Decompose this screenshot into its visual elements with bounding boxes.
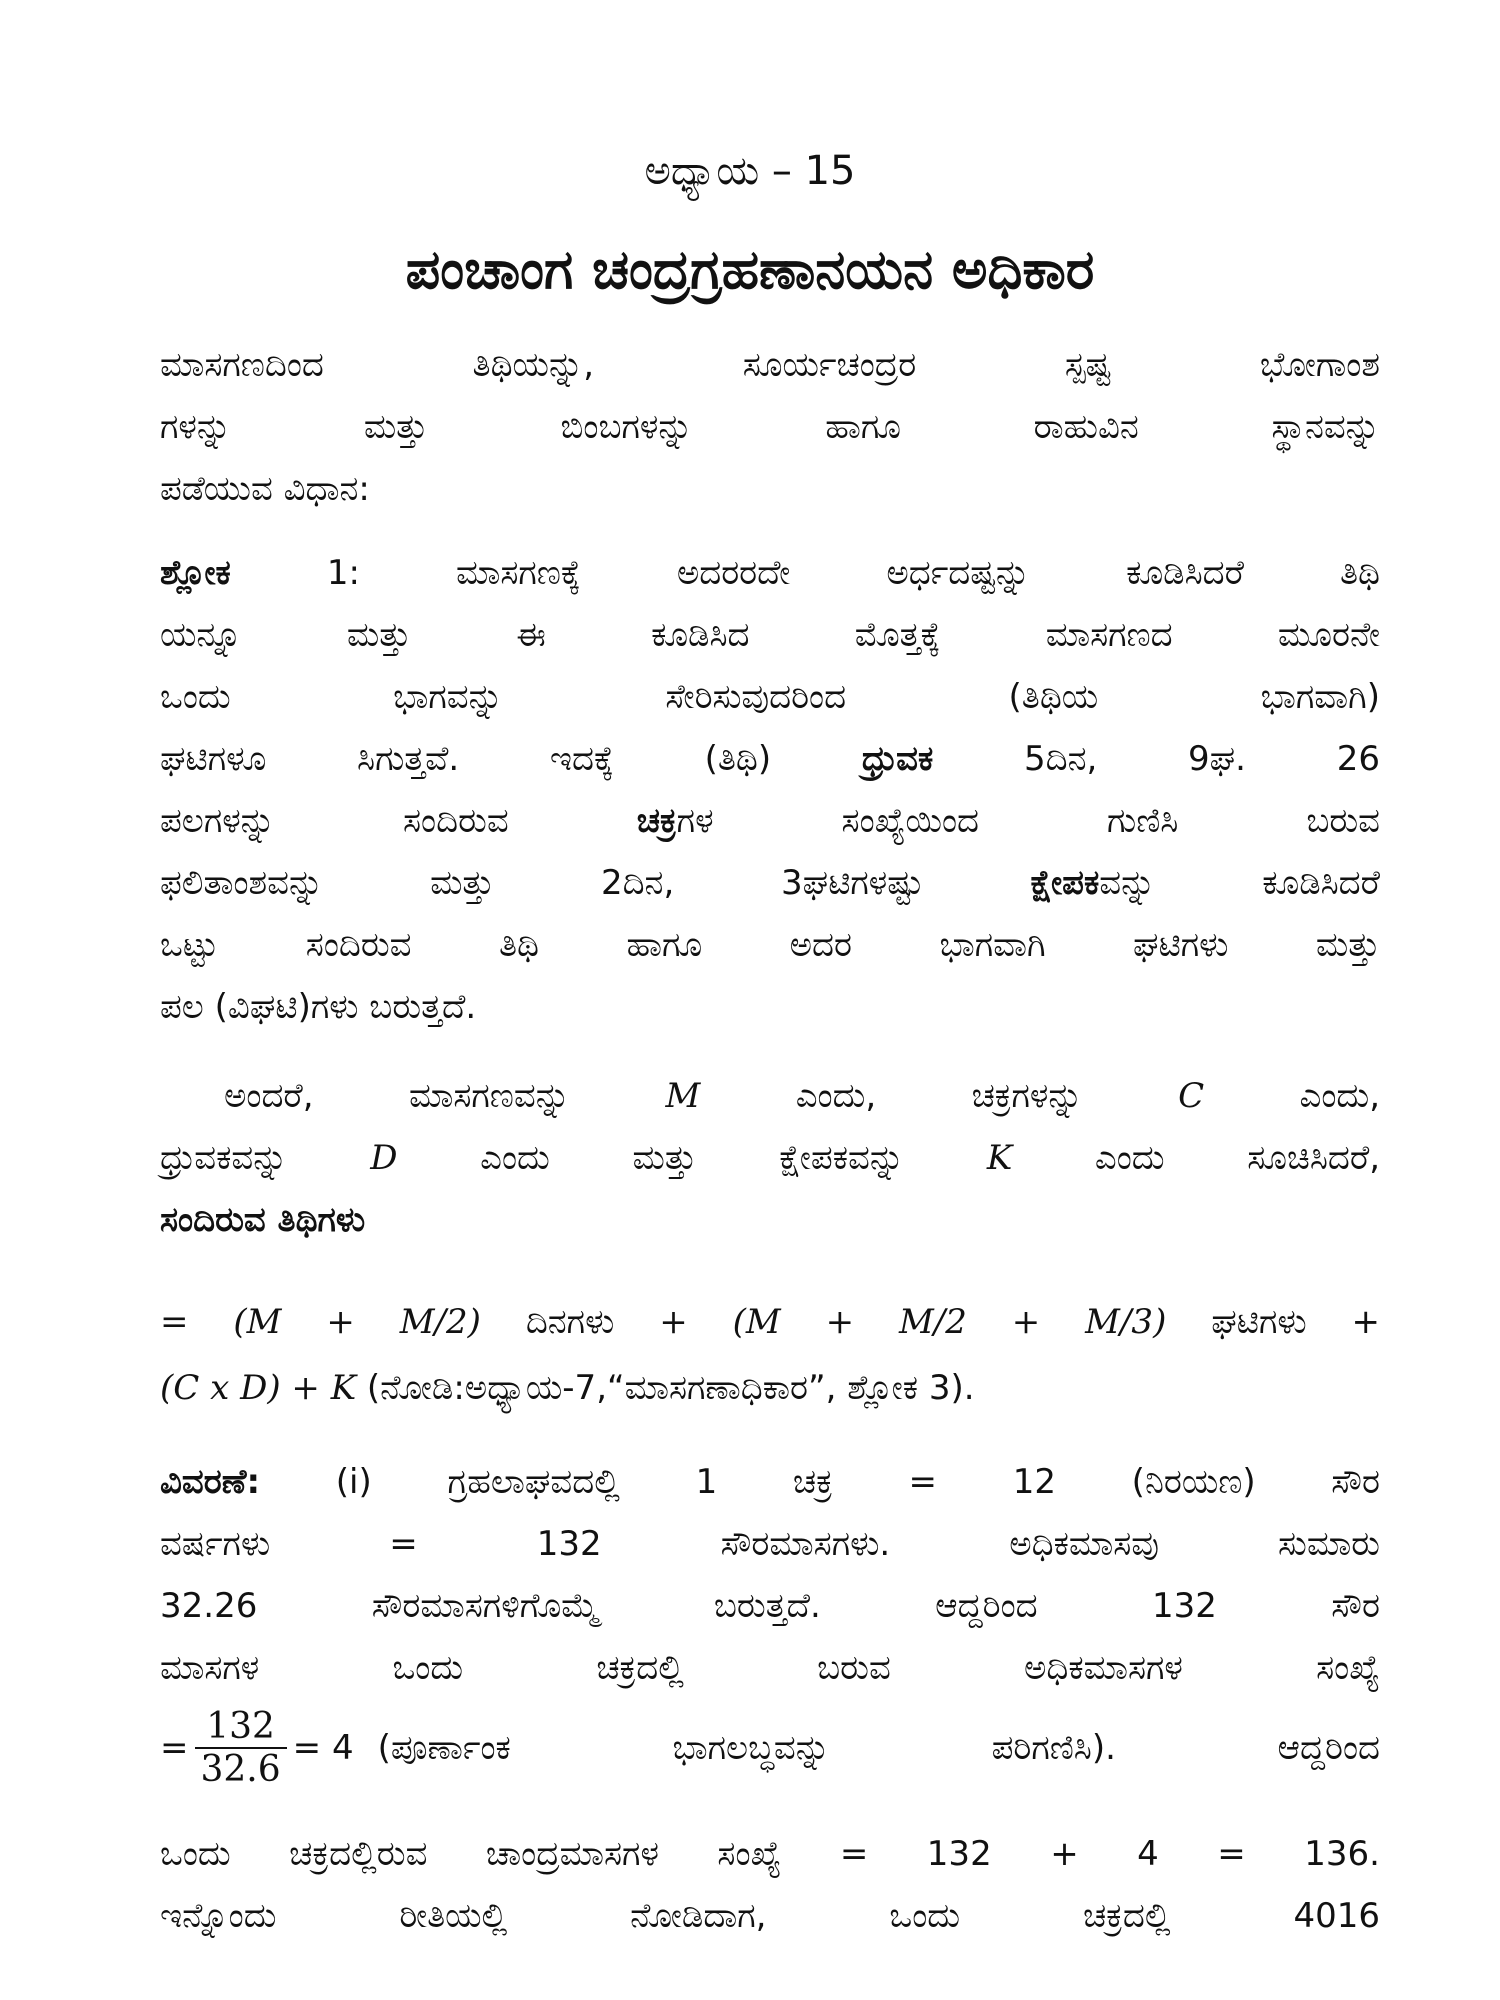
fraction-result: = 4	[292, 1728, 354, 1768]
symbol-c: C	[1178, 1076, 1205, 1116]
explanation-line: 32.26 ಸೌರಮಾಸಗಳಿಗೊಮ್ಮೆ ಬರುತ್ತದೆ. ಆದ್ದರಿಂದ 132 ಸೌರ	[160, 1586, 1380, 1626]
formula-text: ದಿನಗಳು	[525, 1302, 615, 1342]
chakra-term: ಚಕ್ರ	[636, 801, 677, 841]
notation-text: ಎಂದು,	[1299, 1076, 1381, 1116]
equals-sign: =	[160, 1728, 189, 1768]
intro-line: ಗಳನ್ನು ಮತ್ತು ಬಿಂಬಗಳನ್ನು ಹಾಗೂ ರಾಹುವಿನ ಸ್ಥಾನವನ್ನು	[160, 407, 1380, 447]
chapter-title: ಪಂಚಾಂಗ ಚಂದ್ರಗ್ರಹಣಾನಯನ ಅಧಿಕಾರ	[405, 238, 1095, 301]
fraction	[195, 1706, 287, 1790]
notation-text: ಎಂದು ಸೂಚಿಸಿದರೆ,	[1094, 1138, 1380, 1178]
shloka-text: ಗಳ ಸಂಖ್ಯೆಯಿಂದ ಗುಣಿಸಿ ಬರುವ	[676, 801, 1380, 841]
notation-text: ಎಂದು ಮತ್ತು ಕ್ಷೇಪಕವನ್ನು	[480, 1138, 905, 1178]
formula-expression: = (M + M/2)	[160, 1302, 481, 1342]
explanation-line: ಮಾಸಗಳ ಒಂದು ಚಕ್ರದಲ್ಲಿ ಬರುವ ಅಧಿಕಮಾಸಗಳ ಸಂಖ್ಯೆ	[160, 1648, 1380, 1688]
fraction-numerator: 132	[195, 1706, 287, 1749]
shloka-line: ಪಲ (ವಿಘಟಿ)ಗಳು ಬರುತ್ತದೆ.	[160, 987, 477, 1027]
formula-text: ಘಟಿಗಳು +	[1211, 1302, 1381, 1342]
symbol-m: M	[665, 1076, 701, 1116]
shloka-text: 1: ಮಾಸಗಣಕ್ಕೆ ಅದರರದೇ ಅರ್ಧದಷ್ಟನ್ನು ಕೂಡಿಸಿದರೆ ತಿಥಿ	[326, 553, 1380, 593]
notation-line	[160, 1138, 1380, 1178]
fraction-line	[160, 1706, 1380, 1790]
intro-line: ಮಾಸಗಣದಿಂದ ತಿಥಿಯನ್ನು, ಸೂರ್ಯಚಂದ್ರರ ಸ್ಪಷ್ಟ ಭೋಗಾಂಶ	[160, 345, 1380, 385]
shloka-label: ಶ್ಲೋಕ	[160, 553, 231, 593]
shloka-line	[160, 863, 1380, 903]
shloka-text: ಫಲಿತಾಂಶವನ್ನು ಮತ್ತು 2ದಿನ, 3ಘಟಿಗಳಷ್ಟು	[160, 863, 924, 903]
explanation-text: (ಪೂರ್ಣಾಂಕ ಭಾಗಲಬ್ಧವನ್ನು ಪರಿಗಣಿಸಿ). ಆದ್ದರಿಂದ	[377, 1728, 1380, 1768]
shloka-text: ವನ್ನು ಕೂಡಿಸಿದರೆ	[1099, 863, 1380, 903]
formula-reference: (ನೋಡಿ:ಅಧ್ಯಾಯ-7,“ಮಾಸಗಣಾಧಿಕಾರ”, ಶ್ಲೋಕ 3).	[366, 1368, 975, 1408]
shloka-line: ಒಂದು ಭಾಗವನ್ನು ಸೇರಿಸುವುದರಿಂದ (ತಿಥಿಯ ಭಾಗವಾಗಿ)	[160, 677, 1380, 717]
formula-expression: (C x D) + K	[160, 1368, 357, 1408]
explanation-line: ವರ್ಷಗಳು = 132 ಸೌರಮಾಸಗಳು. ಅಧಿಕಮಾಸವು ಸುಮಾರು	[160, 1524, 1380, 1564]
intro-line: ಪಡೆಯುವ ವಿಧಾನ:	[160, 469, 370, 509]
notation-line: ಸಂದಿರುವ ತಿಥಿಗಳು	[160, 1200, 366, 1240]
kshepaka-term: ಕ್ಷೇಪಕ	[1030, 863, 1100, 903]
explanation-label: ವಿವರಣೆ:	[160, 1462, 261, 1502]
shloka-text: ಘಟಿಗಳೂ ಸಿಗುತ್ತವೆ. ಇದಕ್ಕೆ (ತಿಥಿ)	[160, 739, 772, 779]
shloka-text: 5ದಿನ, 9ಘ. 26	[1023, 739, 1380, 779]
shloka-line: ಒಟ್ಟು ಸಂದಿರುವ ತಿಥಿ ಹಾಗೂ ಅದರ ಭಾಗವಾಗಿ ಘಟಿಗಳು ಮತ್ತು	[160, 925, 1380, 965]
symbol-k: K	[986, 1138, 1013, 1178]
shloka-line	[160, 553, 1380, 593]
symbol-d: D	[370, 1138, 398, 1178]
fraction-denominator: 32.6	[200, 1749, 281, 1790]
formula-expression: + (M + M/2 + M/3)	[659, 1302, 1167, 1342]
explanation-line: ಒಂದು ಚಕ್ರದಲ್ಲಿರುವ ಚಾಂದ್ರಮಾಸಗಳ ಸಂಖ್ಯೆ = 132 + 4 = 136.	[160, 1834, 1380, 1874]
notation-line	[160, 1076, 1380, 1116]
explanation-line: ಇನ್ನೊಂದು ರೀತಿಯಲ್ಲಿ ನೋಡಿದಾಗ, ಒಂದು ಚಕ್ರದಲ್ಲಿ 4016	[160, 1896, 1380, 1936]
chapter-heading: ಅಧ್ಯಾಯ – 15	[644, 148, 856, 194]
shloka-line	[160, 801, 1380, 841]
dhruvaka-term: ಧ್ರುವಕ	[861, 739, 934, 779]
formula-line	[160, 1368, 1380, 1408]
shloka-line	[160, 739, 1380, 779]
notation-text: ಧ್ರುವಕವನ್ನು	[160, 1138, 288, 1178]
shloka-line: ಯನ್ನೂ ಮತ್ತು ಈ ಕೂಡಿಸಿದ ಮೊತ್ತಕ್ಕೆ ಮಾಸಗಣದ ಮೂರನೇ	[160, 615, 1380, 655]
shloka-text: ಪಲಗಳನ್ನು ಸಂದಿರುವ	[160, 801, 509, 841]
explanation-line	[160, 1462, 1380, 1502]
notation-text: ಎಂದು, ಚಕ್ರಗಳನ್ನು	[795, 1076, 1083, 1116]
explanation-text: (i) ಗ್ರಹಲಾಘವದಲ್ಲಿ 1 ಚಕ್ರ = 12 (ನಿರಯಣ) ಸೌರ	[335, 1462, 1380, 1502]
notation-text: ಅಂದರೆ, ಮಾಸಗಣವನ್ನು	[224, 1076, 571, 1116]
formula-line	[160, 1302, 1380, 1342]
